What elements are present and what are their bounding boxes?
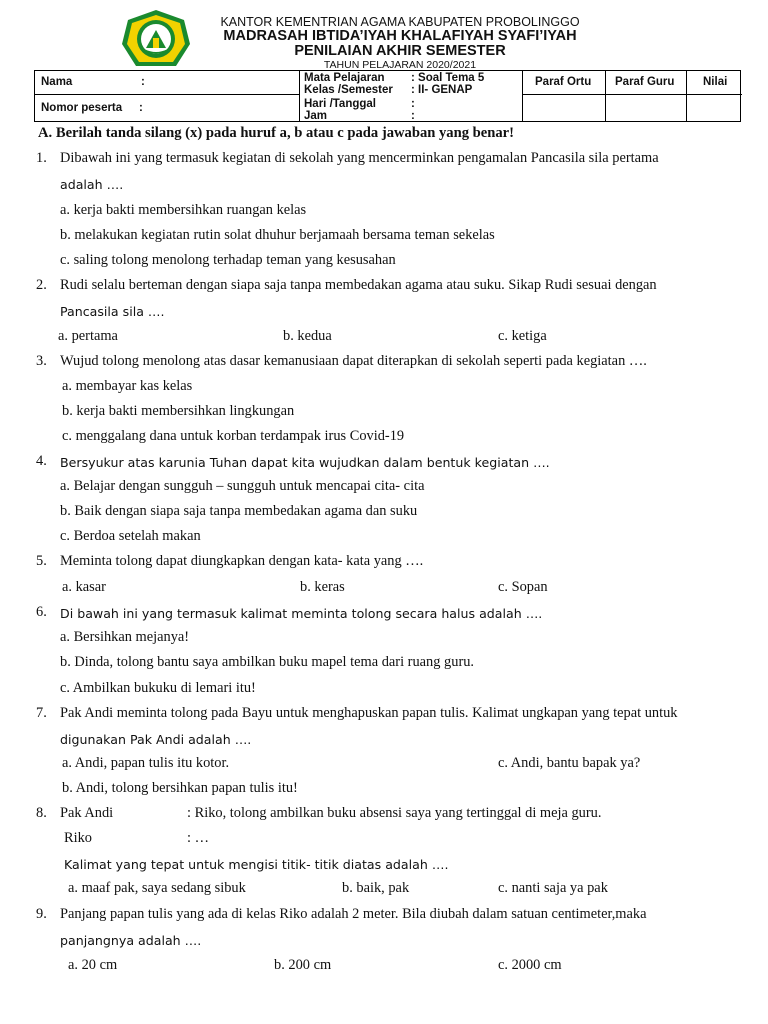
dialog-speaker-2: Riko	[64, 830, 92, 846]
option-a[interactable]: a. 20 cm	[68, 957, 118, 973]
option-a[interactable]: a. Bersihkan mejanya!	[60, 629, 190, 645]
question-text-continued: panjangnya adalah ….	[60, 933, 202, 948]
jam-label: Jam	[304, 110, 328, 122]
question-text: Pak Andi meminta tolong pada Bayu untuk menghapuskan papan tulis. Kalimat ungkapan yang tepat untuk	[60, 705, 678, 721]
question-number: 7.	[36, 705, 47, 721]
option-c[interactable]: c. Ambilkan bukuku di lemari itu!	[60, 680, 256, 696]
nama-field[interactable]: :	[141, 76, 145, 88]
option-a[interactable]: a. pertama	[58, 328, 118, 344]
option-b[interactable]: b. kedua	[283, 328, 332, 344]
student-info-table	[34, 70, 741, 122]
dialog-line-2: : …	[187, 830, 209, 846]
question-number: 2.	[36, 277, 47, 293]
school-name: MADRASAH IBTIDA’IYAH KHALAFIYAH SYAFI’IYAH	[223, 28, 577, 44]
dialog-line-1: : Riko, tolong ambilkan buku absensi saya yang tertinggal di meja guru.	[187, 805, 602, 821]
option-c[interactable]: c. menggalang dana untuk korban terdampak irus Covid-19	[62, 428, 405, 444]
question-text: Bersyukur atas karunia Tuhan dapat kita wujudkan dalam bentuk kegiatan ….	[60, 455, 550, 470]
nomor-peserta-field[interactable]: :	[139, 102, 143, 114]
option-b[interactable]: b. keras	[300, 579, 345, 595]
question-number: 9.	[36, 906, 47, 922]
option-c[interactable]: c. ketiga	[498, 328, 547, 344]
nama-label: Nama	[41, 76, 73, 88]
option-c[interactable]: c. Andi, bantu bapak ya?	[498, 755, 641, 771]
office-name: KANTOR KEMENTRIAN AGAMA KABUPATEN PROBOLINGGO	[220, 15, 580, 29]
question-text: Dibawah ini yang termasuk kegiatan di sekolah yang mencerminkan pengamalan Pancasila sila pertama	[60, 150, 659, 166]
option-b[interactable]: b. Baik dengan siapa saja tanpa membedakan agama dan suku	[60, 503, 418, 519]
nomor-peserta-label: Nomor peserta	[41, 102, 123, 114]
option-a[interactable]: a. Belajar dengan sungguh – sungguh untuk mencapai cita- cita	[60, 478, 425, 494]
question-number: 8.	[36, 805, 47, 821]
jam-field[interactable]: :	[411, 110, 415, 122]
option-c[interactable]: c. saling tolong menolong terhadap teman yang kesusahan	[60, 252, 396, 268]
option-b[interactable]: b. kerja bakti membersihkan lingkungan	[62, 403, 295, 419]
mapel-value: : Soal Tema 5	[411, 72, 485, 84]
question-text-continued: adalah ….	[60, 177, 124, 192]
question-text: Rudi selalu berteman dengan siapa saja tanpa membedakan agama atau suku. Sikap Rudi sesuai dengan	[60, 277, 657, 293]
option-c[interactable]: c. Berdoa setelah makan	[60, 528, 201, 544]
kelas-value: : II- GENAP	[411, 84, 473, 96]
option-b[interactable]: b. Dinda, tolong bantu saya ambilkan buku mapel tema dari ruang guru.	[60, 654, 475, 670]
question-text: Wujud tolong menolong atas dasar kemanusiaan dapat diterapkan di sekolah seperti pada kegiatan ….	[60, 353, 647, 369]
question-text: Meminta tolong dapat diungkapkan dengan kata- kata yang ….	[60, 553, 424, 569]
option-b[interactable]: b. baik, pak	[342, 880, 410, 896]
option-c[interactable]: c. 2000 cm	[498, 957, 562, 973]
option-a[interactable]: a. kerja bakti membersihkan ruangan kelas	[60, 202, 307, 218]
question-number: 5.	[36, 553, 47, 569]
option-a[interactable]: a. maaf pak, saya sedang sibuk	[68, 880, 246, 896]
option-a[interactable]: a. membayar kas kelas	[62, 378, 193, 394]
question-text-continued: Pancasila sila ….	[60, 304, 165, 319]
option-b[interactable]: b. 200 cm	[274, 957, 332, 973]
question-number: 1.	[36, 150, 47, 166]
option-a[interactable]: a. kasar	[62, 579, 106, 595]
hari-tanggal-label: Hari /Tanggal	[304, 98, 376, 110]
question-prompt: Kalimat yang tepat untuk mengisi titik- titik diatas adalah ….	[64, 857, 449, 872]
question-text-continued: digunakan Pak Andi adalah ….	[60, 732, 252, 747]
question-text: Di bawah ini yang termasuk kalimat meminta tolong secara halus adalah ….	[60, 606, 543, 621]
paraf-guru-header: Paraf Guru	[615, 76, 675, 88]
mapel-label: Mata Pelajaran	[304, 72, 385, 84]
option-c[interactable]: c. nanti saja ya pak	[498, 880, 608, 896]
question-number: 3.	[36, 353, 47, 369]
question-number: 4.	[36, 453, 47, 469]
option-a[interactable]: a. Andi, papan tulis itu kotor.	[62, 755, 230, 771]
exam-title: PENILAIAN AKHIR SEMESTER	[294, 43, 506, 59]
option-c[interactable]: c. Sopan	[498, 579, 548, 595]
nilai-header: Nilai	[703, 76, 728, 88]
question-number: 6.	[36, 604, 47, 620]
question-text: Panjang papan tulis yang ada di kelas Riko adalah 2 meter. Bila diubah dalam satuan centimeter,maka	[60, 906, 647, 922]
section-instruction: A. Berilah tanda silang (x) pada huruf a, b atau c pada jawaban yang benar!	[38, 125, 514, 141]
hari-tanggal-field[interactable]: :	[411, 98, 415, 110]
school-year: TAHUN PELAJARAN 2020/2021	[323, 59, 477, 71]
option-b[interactable]: b. Andi, tolong bersihkan papan tulis itu!	[62, 780, 298, 796]
kelas-label: Kelas /Semester	[304, 84, 393, 96]
option-b[interactable]: b. melakukan kegiatan rutin solat dhuhur berjamaah bersama teman sekelas	[60, 227, 495, 243]
paraf-ortu-header: Paraf Ortu	[535, 76, 592, 88]
dialog-speaker-1: Pak Andi	[60, 805, 114, 821]
